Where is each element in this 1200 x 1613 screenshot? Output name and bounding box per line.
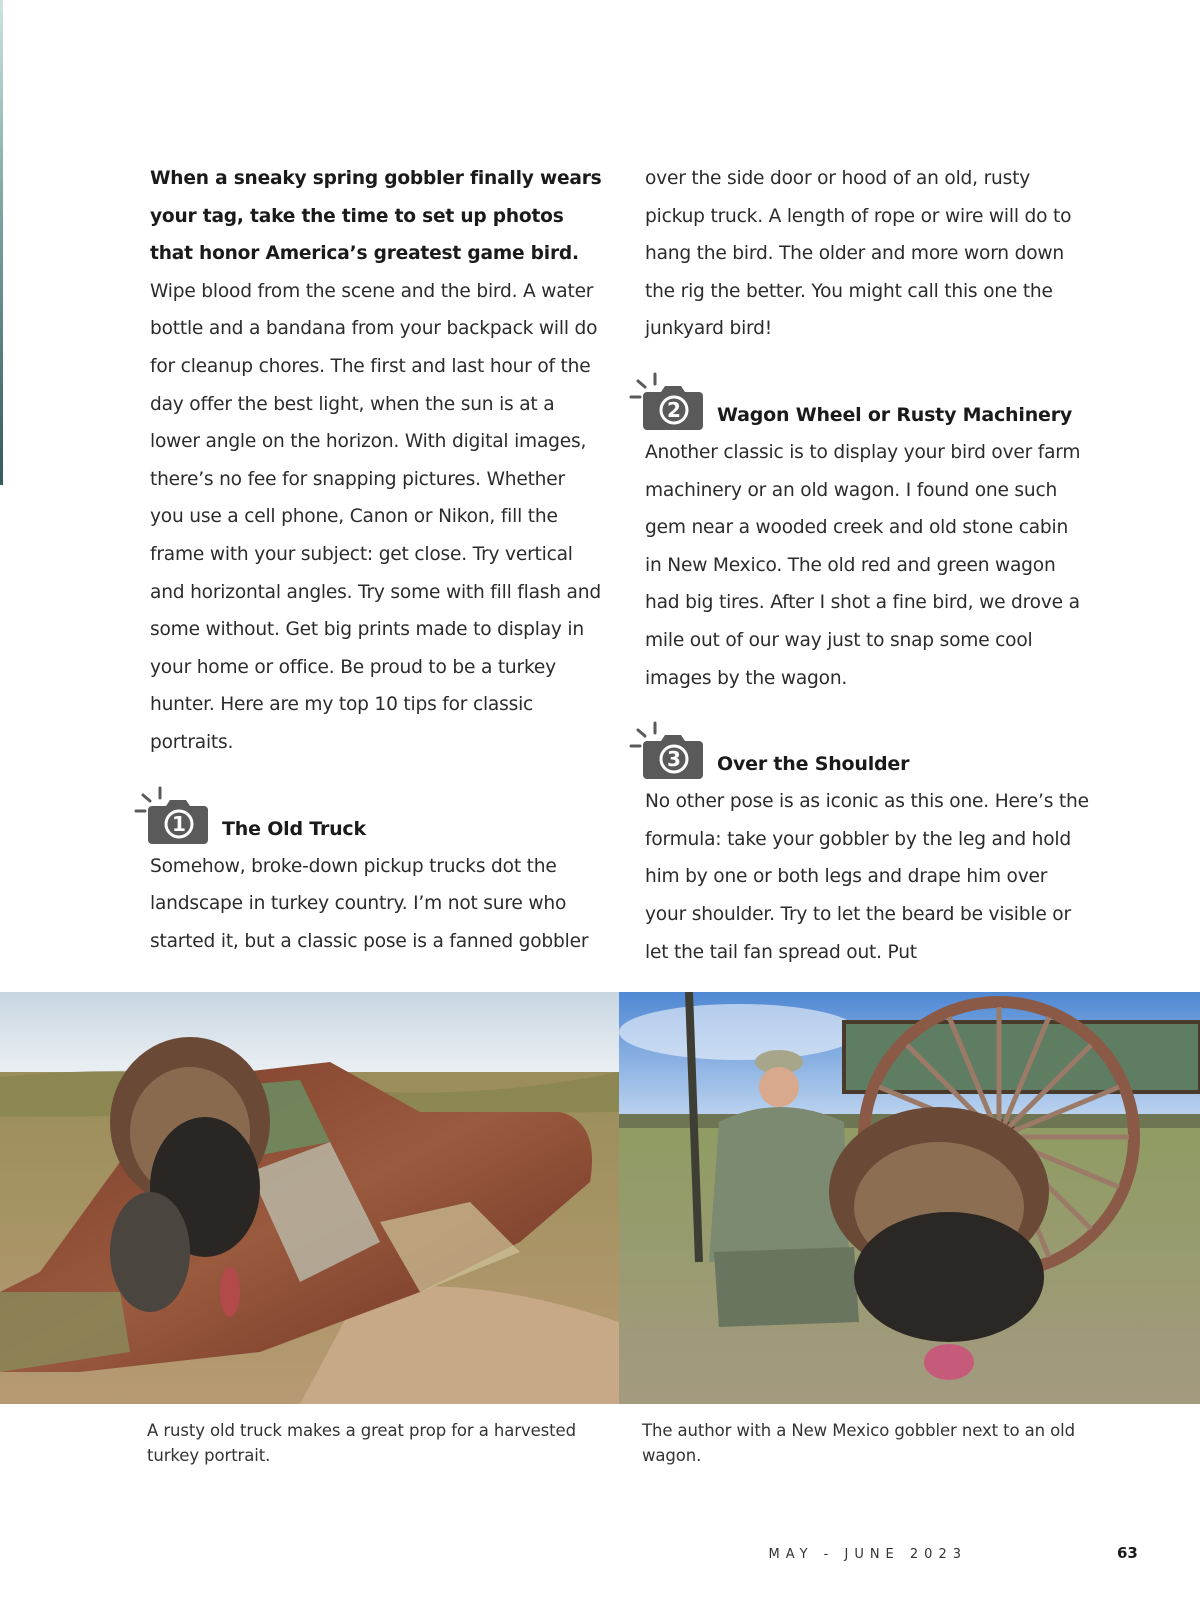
step-number-3: 3 [667,747,681,772]
caption-left: A rusty old truck makes a great prop for a harvested turkey portrait. [147,1421,576,1465]
caption-right: The author with a New Mexico gobbler next to an old wagon. [642,1421,1076,1465]
issue-date: MAY - JUNE 2023 [768,1547,967,1562]
intro-lead: When a sneaky spring gobbler finally wears your tag, take the time to set up photos that honor America’s greatest game bird. [150,168,602,265]
intro-paragraph [150,160,602,762]
right-column [645,160,1090,971]
camera-number-2-icon [629,372,705,434]
page-number: 63 [1117,1544,1138,1562]
step-number-2: 2 [667,397,681,422]
camera-number-3-icon [629,721,705,783]
section-heading-1 [150,786,602,848]
step-number-1: 1 [172,811,186,836]
truck-turkey-image [0,992,619,1404]
section-heading-3 [645,721,1090,783]
section-title-1: The Old Truck [222,817,366,840]
section-body-3: No other pose is as iconic as this one. Here’s the formula: take your gobbler by the leg and hold him by one or both legs and drape him over your shoulder. Try to let the beard be visible or let the tail fan spread out. Put [645,791,1089,963]
photo-wagon-wheel [619,992,1200,1404]
camera-number-1-icon [134,786,210,848]
intro-body: Wipe blood from the scene and the bird. A water bottle and a bandana from your backpack will do for cleanup chores. The first and last hour of the day offer the best light, when the sun is at a lower angle on the horizon. With digital images, there’s no fee for snapping pictures. Whether you use a cell phone, Canon or Nikon, fill the frame with your subject: get close. Try vertical and horizontal angles. Try some with fill flash and some without. Get big prints made to display in your home or office. Be proud to be a turkey hunter. Here are my top 10 tips for classic portraits. [150,280,601,753]
page-edge-accent [0,0,3,485]
section-body-1a: Somehow, broke-down pickup trucks dot the landscape in turkey country. I’m not sure who started it, but a classic pose is a fanned gobbler [150,855,589,952]
wagon-turkey-image [619,992,1200,1404]
section-heading-2 [645,372,1090,434]
photo-rusty-truck [0,992,619,1404]
left-column [150,160,602,960]
section-body-1b: over the side door or hood of an old, rusty pickup truck. A length of rope or wire will do to hang the bird. The older and more worn down the rig the better. You might call this one the junkyard bird! [645,168,1072,340]
section-body-2: Another classic is to display your bird over farm machinery or an old wagon. I found one such gem near a wooded creek and old stone cabin in New Mexico. The old red and green wagon had big tires. After I shot a fine bird, we drove a mile out of our way just to snap some cool images by the wagon. [645,441,1081,689]
section-title-3: Over the Shoulder [717,753,910,776]
section-title-2: Wagon Wheel or Rusty Machinery [717,403,1073,426]
